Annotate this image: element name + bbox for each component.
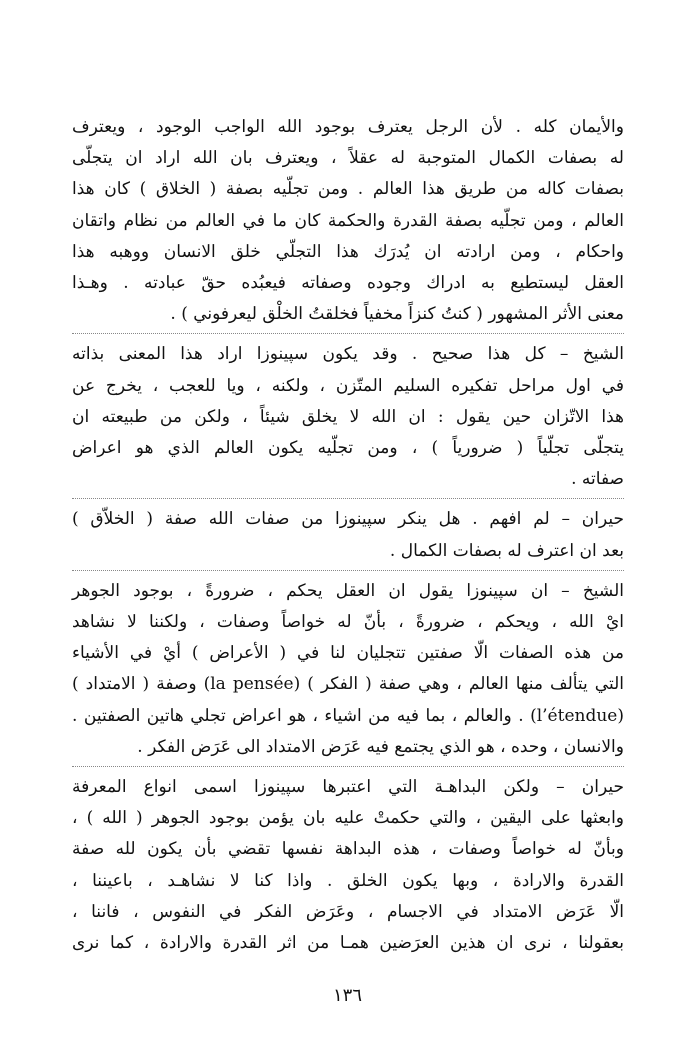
text-line: وابعثها على اليقين ، والتي حكمتْ عليه بان يؤمن بوجود الجوهر ( الله ) ، bbox=[72, 808, 624, 829]
text-line: العقل ليستطيع به ادراك وجوده وصفاته فيعبُده حقّ عبادته . وهـذا bbox=[72, 273, 624, 294]
dotted-divider bbox=[72, 570, 624, 571]
page-body bbox=[72, 112, 624, 959]
text-line: بصفات كاله من طريق هذا العالم . ومن تجلّيه بصفة ( الخلاق ) كان هذا bbox=[72, 179, 624, 200]
text-line: هذا الاتّزان حين يقول : ان الله لا يخلق شيئاً ، ولكن من طبيعته ان bbox=[72, 406, 624, 427]
text-line: معنى الأثر المشهور ( كنتُ كنزاً مخفياً فخلقتُ الخلْق ليعرفوني ) . bbox=[170, 304, 624, 325]
text-line: حيران – لم افهم . هل ينكر سپينوزا من صفات الله صفة ( الخلاّق ) bbox=[72, 509, 624, 530]
text-line: في اول مراحل تفكيره السليم المتّزن ، ولكنه ، ويا للعجب ، يخرج عن bbox=[72, 375, 624, 396]
dotted-divider bbox=[72, 333, 624, 334]
text-line: ايْ الله ، ويحكم ، ضرورةً ، بأنّ له خواصاً وصفات ، ولكننا لا نشاهد bbox=[72, 612, 624, 633]
text-line: حيران – ولكن البداهـة التي اعتبرها سپينوزا اسمى انواع المعرفة bbox=[72, 777, 624, 798]
text-line: الشيخ – ان سپينوزا يقول ان العقل يحكم ، ضرورةً ، بوجود الجوهر bbox=[72, 580, 624, 601]
text-line: والأيمان كله . لأن الرجل يعترف بوجود الله الواجب الوجود ، ويعترف bbox=[72, 117, 624, 137]
text-line: صفاته . bbox=[571, 469, 624, 490]
page-number: ١٣٦ bbox=[332, 985, 362, 1006]
paragraph-5 bbox=[72, 772, 624, 959]
text-line: يتجلّى تجلّياً ( ضرورياً ) ، ومن تجلّيه يكون العالم الذي هو اعراض bbox=[72, 438, 624, 459]
text-line: بعد ان اعترف له بصفات الكمال . bbox=[389, 540, 624, 561]
paragraph-1 bbox=[72, 112, 624, 330]
dotted-divider bbox=[72, 766, 624, 767]
paragraph-3 bbox=[72, 504, 624, 566]
dotted-divider bbox=[72, 498, 624, 499]
text-line: من هذه الصفات الّا صفتين تتجليان لنا في ( الأعراض ) أيْ في الأشياء bbox=[72, 643, 624, 664]
text-line: الّا عَرَض الامتداد في الاجسام ، وعَرَض الفكر في النفوس ، فاننا ، bbox=[72, 901, 624, 922]
text-line: التي يتألف منها العالم ، وهي صفة ( الفكر ) (la pensée) وصفة ( الامتداد ) bbox=[72, 674, 625, 695]
text-line: القدرة والارادة ، وبها يكون الخلق . واذا كنا لا نشاهـد ، باعيننا ، bbox=[72, 870, 624, 891]
text-line: العالم ، ومن تجلّيه بصفة القدرة والحكمة كان ما في العالم من نظام واتقان bbox=[72, 210, 624, 231]
paragraph-2 bbox=[72, 339, 624, 495]
text-line: (l’étendue) . والعالم ، بما فيه من اشياء ، هو اعراض تجلي هاتين الصفتين . bbox=[72, 705, 624, 726]
text-line: والانسان ، وحده ، هو الذي يجتمع فيه عَرَض الامتداد الى عَرَض الفكر . bbox=[137, 736, 624, 757]
text-line: واحكام ، ومن ارادته ان يُدرَك هذا التجلّي خلق الانسان ووهبه هذا bbox=[72, 241, 624, 262]
text-line: الشيخ – كل هذا صحيح . وقد يكون سپينوزا اراد هذا المعنى بذاته bbox=[72, 344, 624, 365]
paragraph-4 bbox=[72, 576, 624, 763]
text-line: وبأنّ له خواصاً وصفات ، هذه البداهة نفسها تقضي بأن يكون لله صفة bbox=[72, 839, 624, 860]
text-line: بعقولنا ، نرى ان هذين العرَضين همـا من اثر القدرة والارادة ، كما نرى bbox=[72, 933, 624, 954]
text-line: له بصفات الكمال المتوجبة له عقلاً ، ويعترف بان الله اراد ان يتجلّى bbox=[72, 148, 624, 169]
